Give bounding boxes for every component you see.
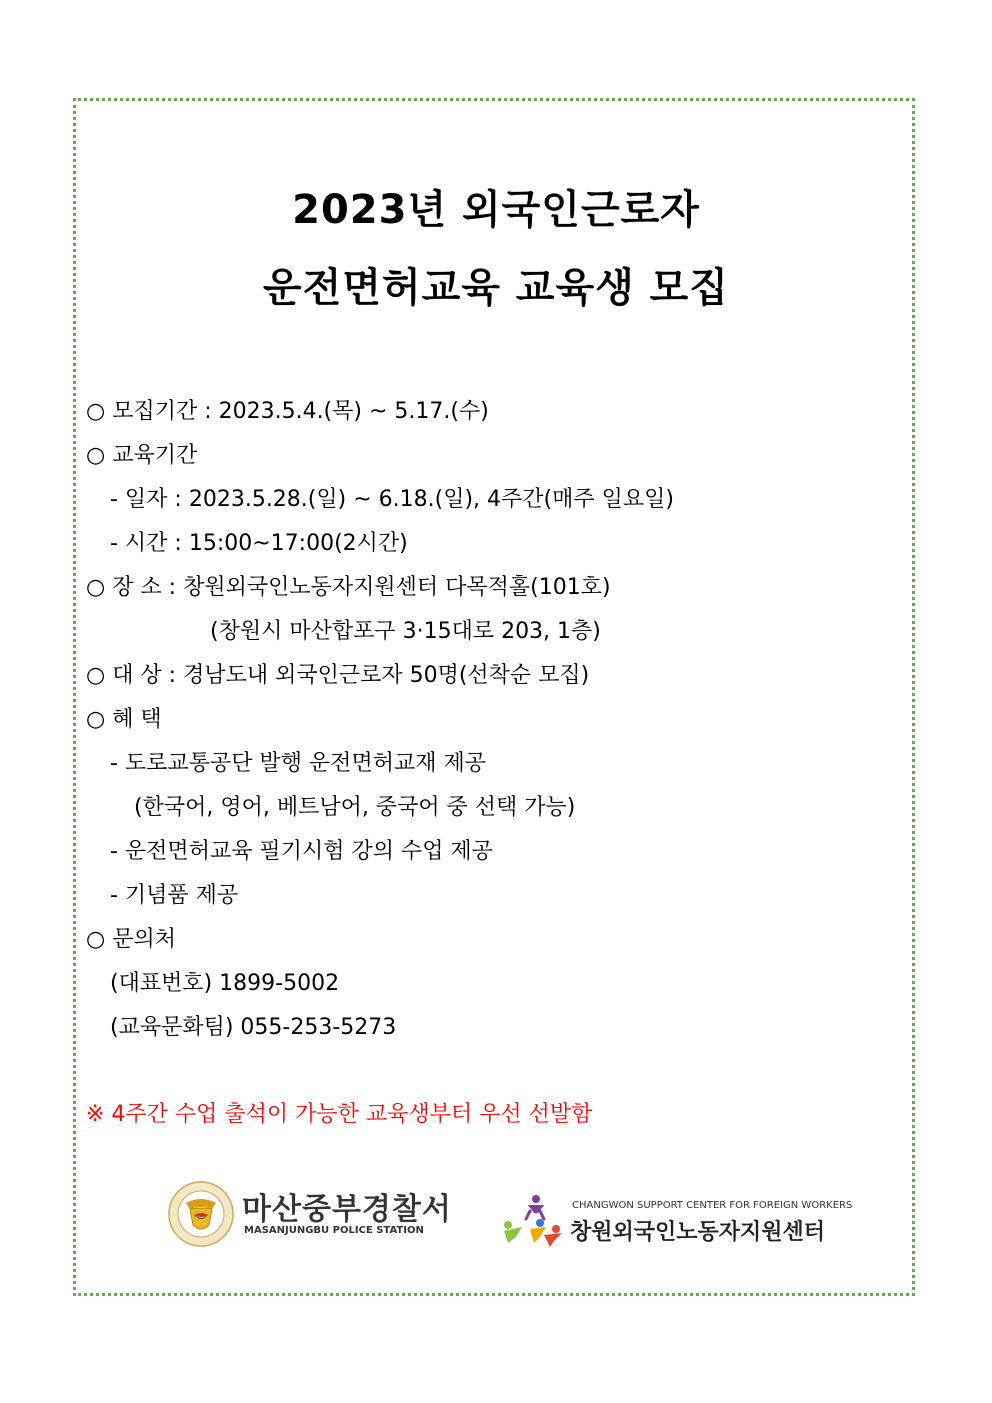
recruit-period: ○ 모집기간 : 2023.5.4.(목) ~ 5.17.(수)	[86, 399, 489, 424]
police-name: 마산중부경찰서	[242, 1192, 452, 1227]
title-line-2: 운전면허교육 교육생 모집	[263, 265, 729, 311]
benefits-heading: ○ 혜 택	[86, 707, 162, 732]
edu-dates: - 일자 : 2023.5.28.(일) ~ 6.18.(일), 4주간(매주 일요일)	[110, 487, 674, 512]
police-emblem-icon	[168, 1181, 234, 1247]
benefit-languages: (한국어, 영어, 베트남어, 중국어 중 선택 가능)	[134, 795, 576, 820]
people-figures-icon	[500, 1193, 564, 1249]
venue-address: (창원시 마산합포구 3·15대로 203, 1층)	[210, 619, 601, 644]
contact-team-number: (교육문화팀) 055-253-5273	[110, 1015, 397, 1040]
center-name: 창원외국인노동자지원센터	[570, 1220, 826, 1245]
venue: ○ 장 소 : 창원외국인노동자지원센터 다목적홀(101호)	[86, 575, 611, 600]
benefit-textbook: - 도로교통공단 발행 운전면허교재 제공	[110, 751, 486, 776]
title-line-1: 2023년 외국인근로자	[292, 187, 700, 233]
contact-heading: ○ 문의처	[86, 927, 176, 952]
center-eng-name: CHANGWON SUPPORT CENTER FOR FOREIGN WORKERS	[572, 1200, 853, 1211]
center-logo	[500, 1193, 853, 1253]
target: ○ 대 상 : 경남도내 외국인근로자 50명(선착순 모집)	[86, 663, 590, 688]
priority-notice: ※ 4주간 수업 출석이 가능한 교육생부터 우선 선발함	[86, 1102, 593, 1127]
benefit-gift: - 기념품 제공	[110, 883, 239, 908]
police-logo	[168, 1178, 452, 1250]
contact-main-number: (대표번호) 1899-5002	[110, 971, 340, 996]
edu-time: - 시간 : 15:00~17:00(2시간)	[110, 531, 408, 556]
benefit-lecture: - 운전면허교육 필기시험 강의 수업 제공	[110, 839, 493, 864]
edu-period-heading: ○ 교육기간	[86, 443, 198, 468]
police-eng-name: MASANJUNGBU POLICE STATION	[244, 1225, 424, 1236]
